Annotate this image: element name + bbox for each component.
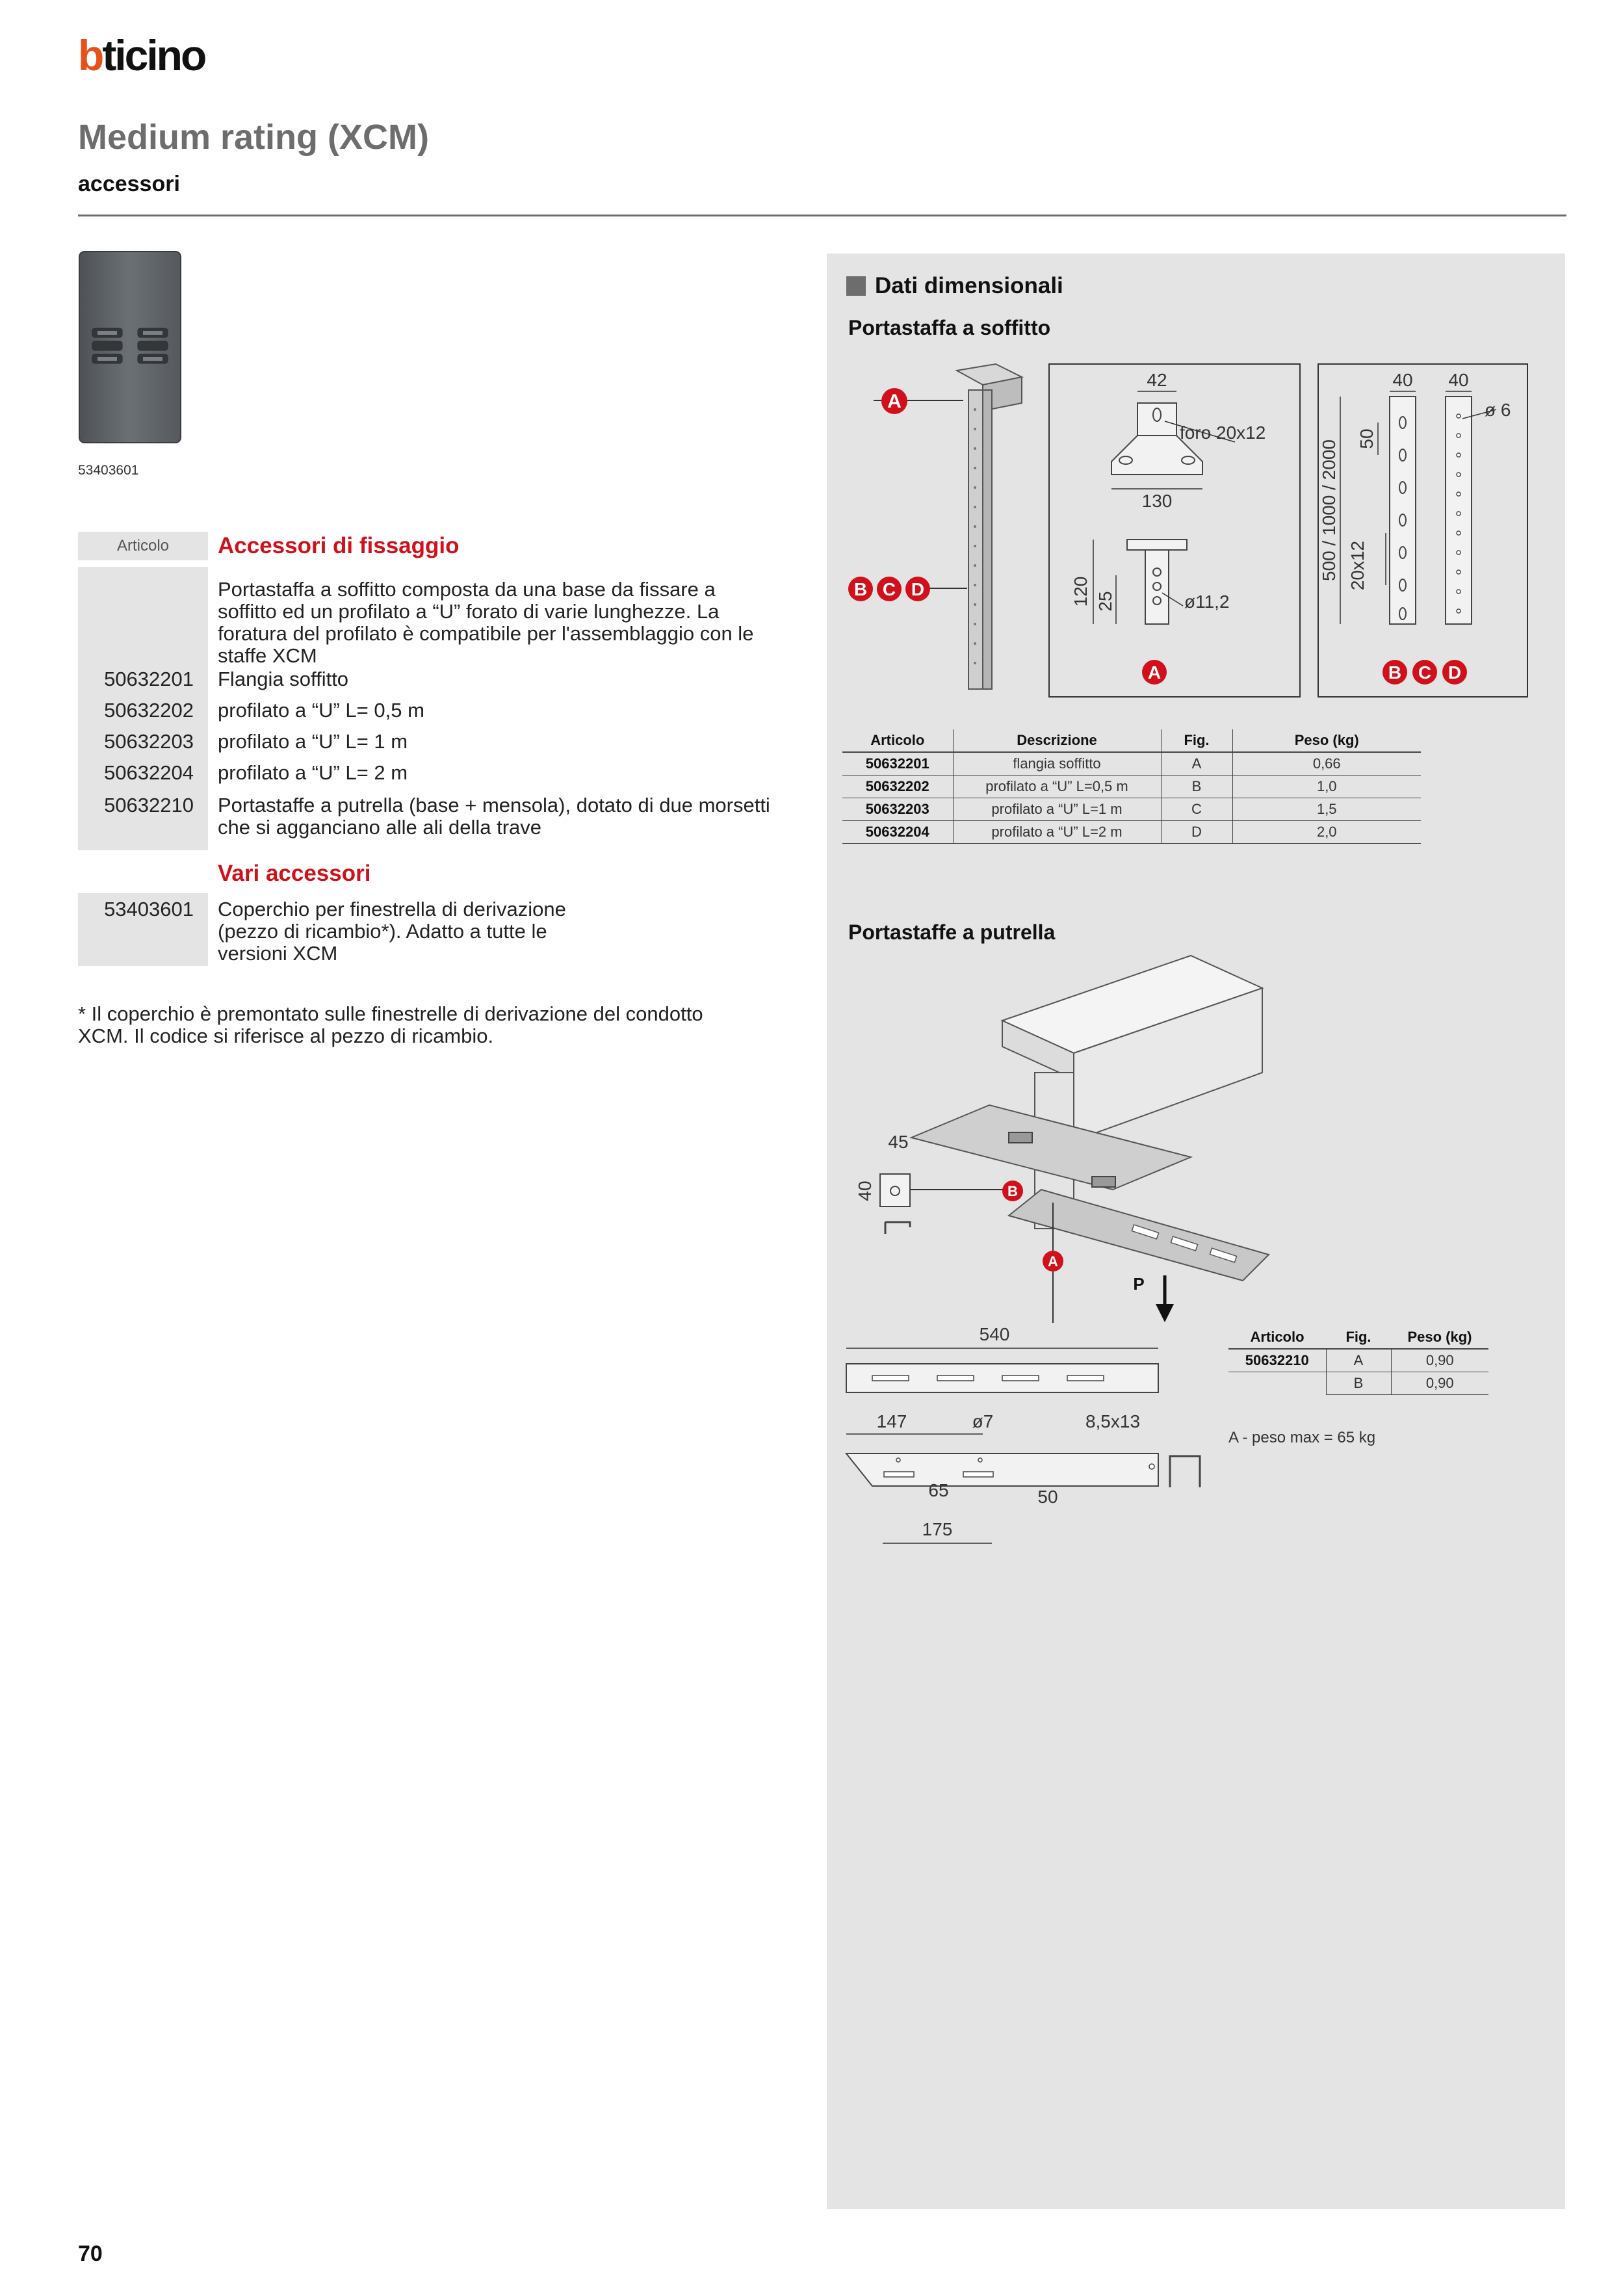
table-row: 50632203 profilato a “U” L=1 m C 1,5: [842, 798, 1421, 821]
svg-text:D: D: [1448, 662, 1462, 683]
svg-text:147: 147: [876, 1411, 907, 1431]
svg-text:120: 120: [1071, 576, 1091, 607]
svg-text:500 / 1000 / 2000: 500 / 1000 / 2000: [1319, 439, 1339, 581]
svg-text:42: 42: [1147, 370, 1167, 390]
ceiling-subtitle: Portastaffa a soffitto: [848, 316, 1051, 339]
item-desc: profilato a “U” L= 1 m: [218, 730, 408, 753]
section-title-fissaggio: Accessori di fissaggio: [218, 533, 460, 558]
footnote: * Il coperchio è premontato sulle finestrelle di derivazione del condotto XCM. Il codice si riferisce al pezzo di ricambio.: [78, 1002, 703, 1047]
svg-text:foro 20x12: foro 20x12: [1180, 423, 1266, 443]
heading-square-icon: [846, 276, 866, 296]
dimensions-heading: Dati dimensionali: [846, 273, 1063, 299]
beam-note: A - peso max = 65 kg: [1228, 1429, 1376, 1446]
svg-text:A: A: [887, 391, 902, 412]
item-desc: Coperchio per finestrella di derivazione (pezzo di ricambio*). Adatto a tutte le versioni XCM: [218, 898, 566, 965]
svg-text:C: C: [882, 579, 896, 599]
svg-text:A: A: [1048, 1253, 1058, 1270]
svg-text:65: 65: [928, 1480, 949, 1500]
item-desc: profilato a “U” L= 0,5 m: [218, 699, 424, 722]
product-image-code: 53403601: [78, 463, 139, 478]
svg-text:20x12: 20x12: [1347, 540, 1368, 591]
svg-text:B: B: [853, 579, 868, 599]
ceiling-bracket-drawing: [827, 351, 1565, 715]
svg-text:ø11,2: ø11,2: [1184, 592, 1230, 612]
ceiling-weight-table: Articolo Descrizione Fig. Peso (kg) 50632201 flangia soffitto A 0,66 50632202 profilato a “U” L=0,5 m B 1,0 50632203 profilato a “U” L=1 m C 1,5 50632204 profilato a “U” L=2 m D 2,0: [842, 729, 1421, 844]
svg-text:8,5x13: 8,5x13: [1085, 1411, 1141, 1431]
table-row: B 0,90: [1228, 1372, 1488, 1395]
item-code: 50632210: [104, 794, 194, 816]
table-row: 50632201 flangia soffitto A 0,66: [842, 752, 1421, 776]
item-desc: profilato a “U” L= 2 m: [218, 761, 408, 784]
beam-subtitle: Portastaffe a putrella: [848, 920, 1056, 944]
articolo-header: Articolo: [78, 532, 208, 560]
svg-text:50: 50: [1037, 1487, 1058, 1507]
svg-text:C: C: [1418, 662, 1432, 683]
item-code: 50632204: [104, 761, 194, 784]
svg-text:540: 540: [979, 1324, 1010, 1344]
page-title: Medium rating (XCM): [78, 118, 429, 157]
table-row: 50632204 profilato a “U” L=2 m D 2,0: [842, 821, 1421, 844]
svg-text:40: 40: [855, 1181, 875, 1201]
section-intro: Portastaffa a soffitto composta da una base da fissare a soffitto ed un profilato a “U” forato di varie lunghezze. La foratura del profilato è compatibile per l'assemblaggio con le staffe XCM: [218, 578, 754, 667]
item-desc: Portastaffe a putrella (base + mensola), dotato di due morsetti che si agganciano alle ali della trave: [218, 794, 770, 839]
cover-product-image: [78, 250, 183, 445]
svg-text:25: 25: [1095, 591, 1115, 612]
header-divider: [78, 215, 1566, 216]
beam-bracket-drawing: [827, 943, 1565, 1580]
item-code: 50632203: [104, 730, 194, 753]
svg-text:D: D: [911, 579, 925, 599]
item-desc: Flangia soffitto: [218, 668, 349, 690]
svg-text:P: P: [1133, 1274, 1145, 1294]
svg-text:50: 50: [1357, 428, 1377, 449]
item-code: 50632202: [104, 699, 194, 722]
section-title-vari: Vari accessori: [218, 861, 371, 886]
table-row: 50632210 A 0,90: [1228, 1349, 1488, 1372]
page-subtitle: accessori: [78, 172, 180, 196]
item-code: 50632201: [104, 668, 194, 690]
svg-text:A: A: [1147, 662, 1162, 683]
load-arrow-icon: [1156, 1304, 1174, 1322]
svg-text:ø7: ø7: [972, 1411, 994, 1431]
svg-text:ø 6: ø 6: [1485, 400, 1511, 420]
svg-text:40: 40: [1448, 370, 1469, 390]
table-row: 50632202 profilato a “U” L=0,5 m B 1,0: [842, 776, 1421, 798]
svg-text:B: B: [1388, 662, 1402, 683]
svg-text:B: B: [1007, 1183, 1018, 1199]
item-code: 53403601: [104, 898, 194, 920]
brand-logo: bticino: [78, 31, 205, 79]
svg-text:45: 45: [888, 1132, 909, 1152]
svg-text:130: 130: [1141, 491, 1173, 511]
svg-text:175: 175: [922, 1519, 953, 1539]
svg-text:40: 40: [1392, 370, 1413, 390]
page-number: 70: [78, 2241, 103, 2266]
beam-weight-table: Articolo Fig. Peso (kg) 50632210 A 0,90 B 0,90: [1228, 1326, 1488, 1395]
